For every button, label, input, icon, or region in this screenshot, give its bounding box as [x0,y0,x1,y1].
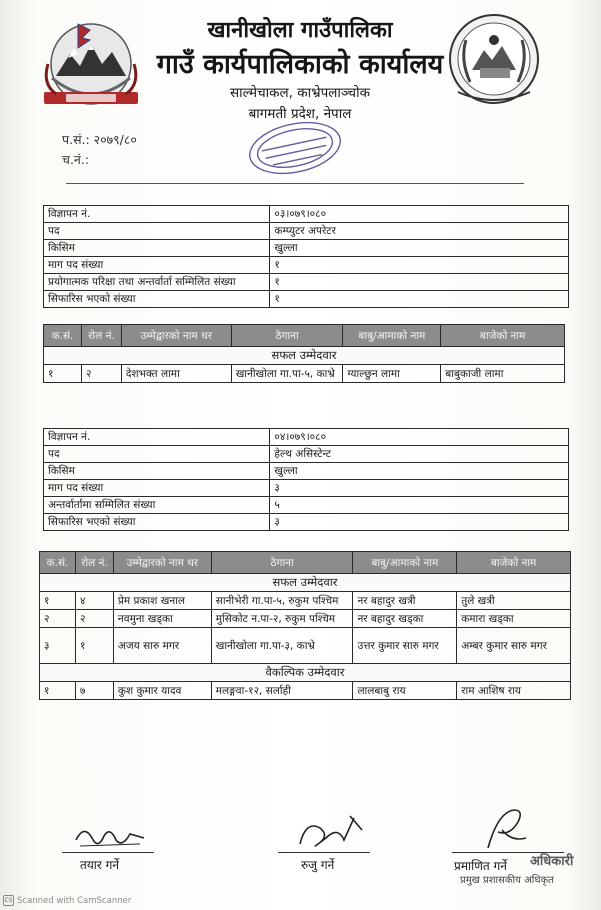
info-value: खुल्ला [270,240,569,257]
cell-roll: १ [75,628,113,664]
signature-checked-scribble [290,810,370,852]
table-row [40,628,571,664]
section-row [44,347,565,365]
candidates-2-table [39,551,571,700]
office-stamp [240,108,350,188]
province-country: बागमती प्रदेश, नेपाल [248,106,352,122]
table-header-row [40,552,571,574]
col-name: उम्मेद्वारको नाम थर [113,552,211,574]
info-label: विज्ञापन नं. [44,429,270,446]
approver-title: अधिकारी [530,854,574,869]
cell-grandparent: तुले खत्री [457,592,571,610]
cell-name: अजय सारु मगर [113,628,211,664]
section-row [40,664,571,682]
cell-address: सानीभेरी गा.पा-५, रुकुम पश्चिम [211,592,353,610]
info-label: पद [44,446,270,463]
cell-serial: ३ [40,628,76,664]
cell-name: कुश कुमार यादव [113,682,211,700]
table-row [40,610,571,628]
info-label: किसिम [44,463,270,480]
info-label: किसिम [44,240,270,257]
info-value: कम्प्युटर अपरेटर [270,223,569,240]
info-value: हेल्थ असिस्टेन्ट [270,446,569,463]
cell-address: खानीखोला गा.पा-५, काभ्रे [231,365,343,383]
info-label: पद [44,223,270,240]
signature-label-checked: रुजु गर्ने [301,858,335,872]
header-divider [66,183,524,184]
col-serial: क.सं. [40,552,76,574]
info-value: खुल्ला [270,463,569,480]
info-row [44,240,569,257]
info-row [44,514,569,531]
info-value: १ [270,291,569,308]
col-parent: बाबु/आमाको नाम [353,552,457,574]
cell-parent: लालबाबु राय [353,682,457,700]
cell-parent: नर बहादुर खत्री [353,592,457,610]
cell-serial: १ [40,682,76,700]
info-label: विज्ञापन नं. [44,206,270,223]
info-value: १ [270,257,569,274]
info-row [44,257,569,274]
nepal-emblem-logo [38,14,144,112]
info-label: प्रयोगात्मक परिक्षा तथा अन्तर्वार्ता सम्मिलित संख्या [44,274,270,291]
info-row [44,429,569,446]
col-grandparent: बाजेको नाम [457,552,571,574]
info-value: ०४।०७९।०८० [270,429,569,446]
info-row [44,463,569,480]
cell-parent: ग्याल्छुन लामा [343,365,441,383]
cell-serial: १ [40,592,76,610]
info-row [44,206,569,223]
table-row [44,365,565,383]
cell-roll: २ [81,365,121,383]
cell-address: खानीखोला गा.पा-३, काभ्रे [211,628,353,664]
info-row [44,223,569,240]
candidates-1-table [43,324,565,383]
table-row [40,592,571,610]
col-roll: रोल नं. [81,325,121,347]
info-row [44,291,569,308]
col-serial: क.सं. [44,325,82,347]
section-success-label: सफल उम्मेदवार [44,347,565,365]
info-value: ३ [270,514,569,531]
cell-parent: उत्तर कुमार सारु मगर [353,628,457,664]
cell-serial: १ [44,365,82,383]
cell-roll: २ [75,610,113,628]
info-row [44,446,569,463]
camscanner-watermark [3,895,131,906]
info-label: माग पद संख्या [44,480,270,497]
cell-roll: ४ [75,592,113,610]
signature-label-prepared: तयार गर्ने [80,858,120,872]
signature-label-approved: प्रमाणित गर्ने [454,859,507,873]
reference-number: प.सं.: २०७९/८० [62,132,137,147]
info-row [44,274,569,291]
col-address: ठेगाना [231,325,343,347]
cell-grandparent: बाबुकाजी लामा [441,365,565,383]
col-parent: बाबु/आमाको नाम [343,325,441,347]
cell-grandparent: अम्बर कुमार सारु मगर [457,628,571,664]
cell-roll: ७ [75,682,113,700]
info-row [44,480,569,497]
info-row [44,497,569,514]
cell-serial: २ [40,610,76,628]
municipality-name: खानीखोला गाउँपालिका [207,18,393,43]
col-roll: रोल नं. [75,552,113,574]
info-value: ३ [270,480,569,497]
office-name: गाउँ कार्यपालिकाको कार्यालय [156,49,444,80]
col-address: ठेगाना [211,552,353,574]
info-value: १ [270,274,569,291]
info-value: ०३।०७९।०८० [270,206,569,223]
info-value: ५ [270,497,569,514]
cell-grandparent: कमारा खड्का [457,610,571,628]
section-alternate-label: वैकल्पिक उम्मेदवार [40,664,571,682]
col-grandparent: बाजेको नाम [441,325,565,347]
cell-name: नवमुना खड्का [113,610,211,628]
signature-line-prepared [62,852,154,853]
cell-address: मलङ्गवा-१२, सर्लाही [211,682,353,700]
signature-prepared-scribble [70,820,150,854]
dispatch-number: च.नं.: [62,152,90,167]
info-label: सिफारिस भएको संख्या [44,514,270,531]
camscanner-icon: CS [4,897,13,904]
info-label: सिफारिस भएको संख्या [44,291,270,308]
watermark-text: Scanned with CamScanner [17,895,132,906]
cell-grandparent: राम आशिष राय [457,682,571,700]
office-location: साल्मेचाकल, काभ्रेपलाञ्चोक [230,85,370,101]
signature-line-checked [278,852,370,853]
section-row [40,574,571,592]
cell-address: मुसिकोट न.पा-२, रुकुम पश्चिम [211,610,353,628]
notice-1-info-table [43,205,569,308]
info-label: माग पद संख्या [44,257,270,274]
cell-name: प्रेम प्रकाश खनाल [113,592,211,610]
info-label: अन्तर्वार्तामा सम्मिलित संख्या [44,497,270,514]
col-name: उम्मेद्वारको नाम थर [121,325,231,347]
section-success-label: सफल उम्मेदवार [40,574,571,592]
table-header-row [44,325,565,347]
municipality-logo [446,10,542,108]
notice-2-info-table [43,428,569,531]
table-row [40,682,571,700]
cell-parent: नर बहादुर खड्का [353,610,457,628]
approver-designation: प्रमुख प्रशासकीय अधिकृत [460,875,554,886]
cell-name: देशभक्त लामा [121,365,231,383]
signature-approved-scribble [468,802,548,852]
